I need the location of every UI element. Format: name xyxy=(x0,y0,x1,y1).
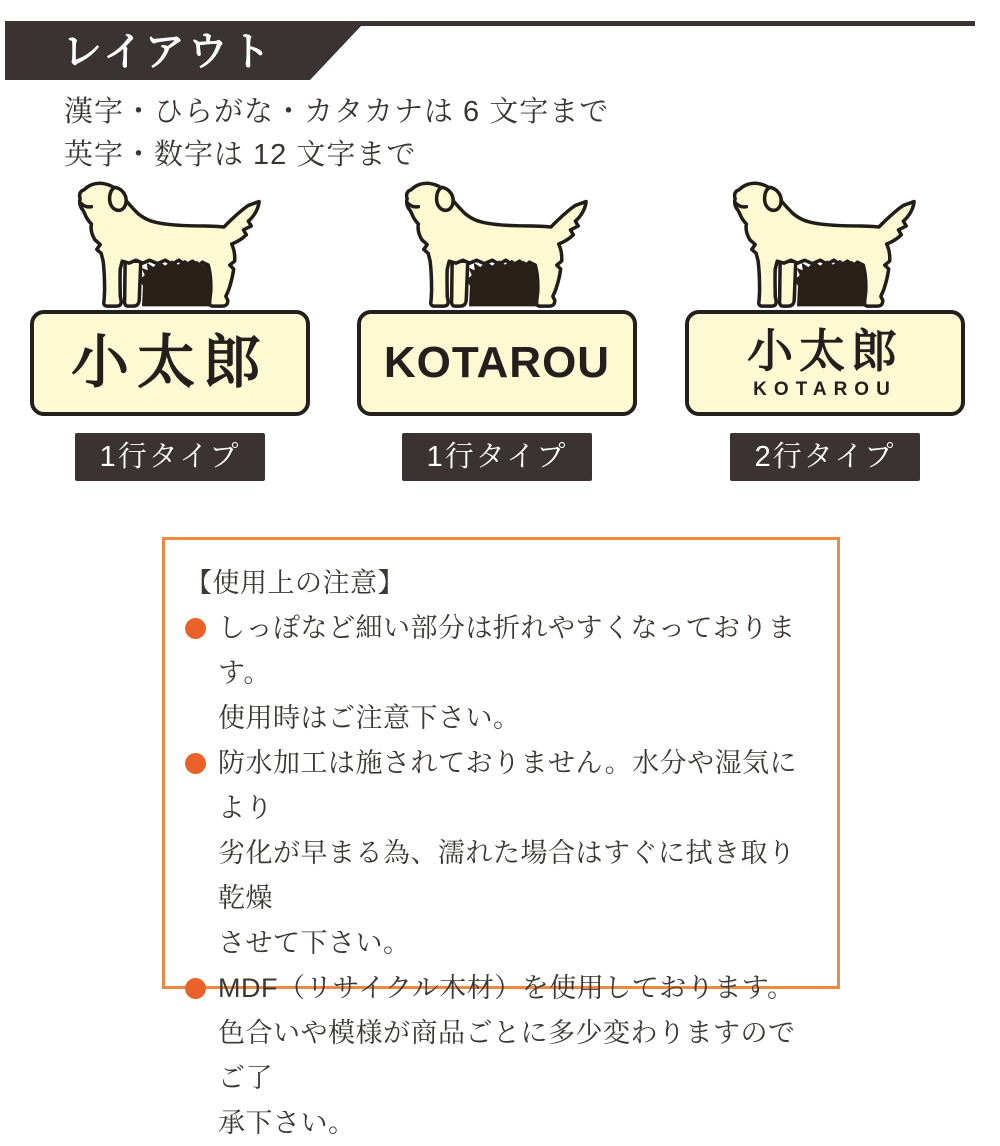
golden-retriever-icon xyxy=(404,181,600,313)
dog-ear xyxy=(765,187,782,210)
orange-dot-icon xyxy=(185,978,206,999)
plate-name: 小太郎 xyxy=(70,330,269,395)
usage-note-text: MDF（リサイクル木材）を使用しております。 色合いや模様が商品ごとに多少変わりますのでご了 承下さい。 xyxy=(218,973,796,1138)
orange-dot-icon xyxy=(185,618,206,639)
name-plate-1 xyxy=(30,310,310,416)
type-badge-1: 1行タイプ xyxy=(75,433,265,481)
type-badge-2: 1行タイプ xyxy=(402,433,592,481)
usage-note-text: 防水加工は施されておりません。水分や湿気により 劣化が早まる為、濡れた場合はすぐに拭き取り乾燥 させて下さい。 xyxy=(218,748,798,958)
golden-retriever-icon xyxy=(732,181,928,313)
name-plate-2 xyxy=(357,310,637,416)
dog-belly-patch xyxy=(467,261,537,306)
plate-name: KOTAROU xyxy=(383,338,611,387)
usage-notes-box xyxy=(162,537,840,1138)
usage-note-item xyxy=(185,741,819,966)
usage-note-item xyxy=(185,966,819,1146)
usage-note-text: しっぽなど細い部分は折れやすくなっております。 使用時はご注意下さい。 xyxy=(218,613,796,733)
dog-far-leg xyxy=(452,261,468,306)
limit-line-kana: 漢字・ひらがな・カタカナは 6 文字まで xyxy=(64,96,610,128)
usage-note-item xyxy=(185,606,819,741)
dog-ear xyxy=(437,187,454,210)
orange-dot-icon xyxy=(185,753,206,774)
limit-line-latin: 英字・数字は 12 文字まで xyxy=(64,139,417,171)
usage-notes-title: 【使用上の注意】 xyxy=(185,568,405,598)
character-limit-note xyxy=(64,91,609,177)
type-badge-3: 2行タイプ xyxy=(730,433,920,481)
dog-far-leg xyxy=(125,261,141,306)
section-title: レイアウト xyxy=(62,30,274,74)
dog-far-leg xyxy=(780,261,796,306)
plate-name: 小太郎 xyxy=(747,324,903,377)
name-plate-3 xyxy=(685,310,965,416)
dog-ear xyxy=(110,187,127,210)
section-header xyxy=(5,21,975,80)
dog-belly-patch xyxy=(140,261,210,306)
golden-retriever-icon xyxy=(77,181,273,313)
plate-name-sub: KOTAROU xyxy=(753,378,897,400)
dog-belly-patch xyxy=(795,261,865,306)
